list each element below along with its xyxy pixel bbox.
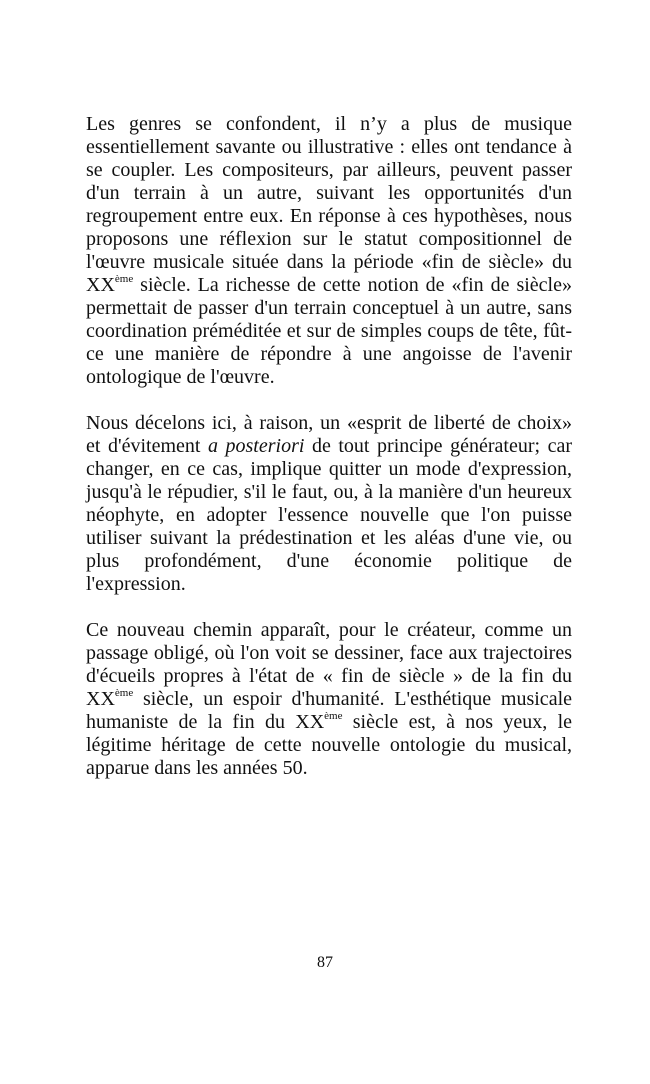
page-body <box>86 113 572 780</box>
paragraph-1-text-b: siècle. La richesse de cette notion de «fin de siècle» permettait de passer d'un terrain conceptuel à un autre, sans coordination préméditée et sur de simples coups de tête, fût-ce une manière de répondre à une angoisse de l'avenir ontologique de l'œuvre. <box>86 274 572 388</box>
paragraph-1 <box>86 113 572 389</box>
paragraph-3-text-a: Ce nouveau chemin apparaît, pour le créateur, comme un passage obligé, où l'on voit se dessiner, face aux trajectoires d'écueils propres à l'état de « fin de siècle » de la fin du XX <box>86 619 572 710</box>
italic-a-posteriori: a posteriori <box>207 435 305 457</box>
paragraph-2-text-a: Nous décelons ici, à raison, un «esprit de liberté de choix» et d'évitement <box>86 412 572 457</box>
superscript-eme: ème <box>114 687 134 699</box>
paragraph-2-text-b: de tout principe générateur; car changer, en ce cas, implique quitter un mode d'expression, jusqu'à le répudier, s'il le faut, ou, à la manière d'un heureux néophyte, en adopter l'essence nouvelle que l'on puisse utiliser suivant la prédestination et les aléas d'une vie, ou plus profondément, d'une économie politique de l'expression. <box>86 435 572 595</box>
paragraph-2 <box>86 412 572 596</box>
superscript-eme: ème <box>114 273 134 285</box>
paragraph-3 <box>86 619 572 780</box>
paragraph-3-text-b: siècle, un espoir d'humanité. L'esthétique musicale humaniste de la fin du XX <box>86 688 572 733</box>
superscript-eme: ème <box>324 710 343 722</box>
page-number: 87 <box>317 954 333 971</box>
paragraph-1-text-a: Les genres se confondent, il n’y a plus de musique essentiellement savante ou illustrative : elles ont tendance à se coupler. Les compositeurs, par ailleurs, peuvent passer d'un terrain à un autre, suivant les opportunités d'un regroupement entre eux. En réponse à ces hypothèses, nous proposons une réflexion sur le statut compositionnel de l'œuvre musicale située dans la période «fin de siècle» du XX <box>86 113 572 296</box>
paragraph-3-text-c: siècle est, à nos yeux, le légitime héritage de cette nouvelle ontologie du musical, apparue dans les années 50. <box>86 711 572 779</box>
